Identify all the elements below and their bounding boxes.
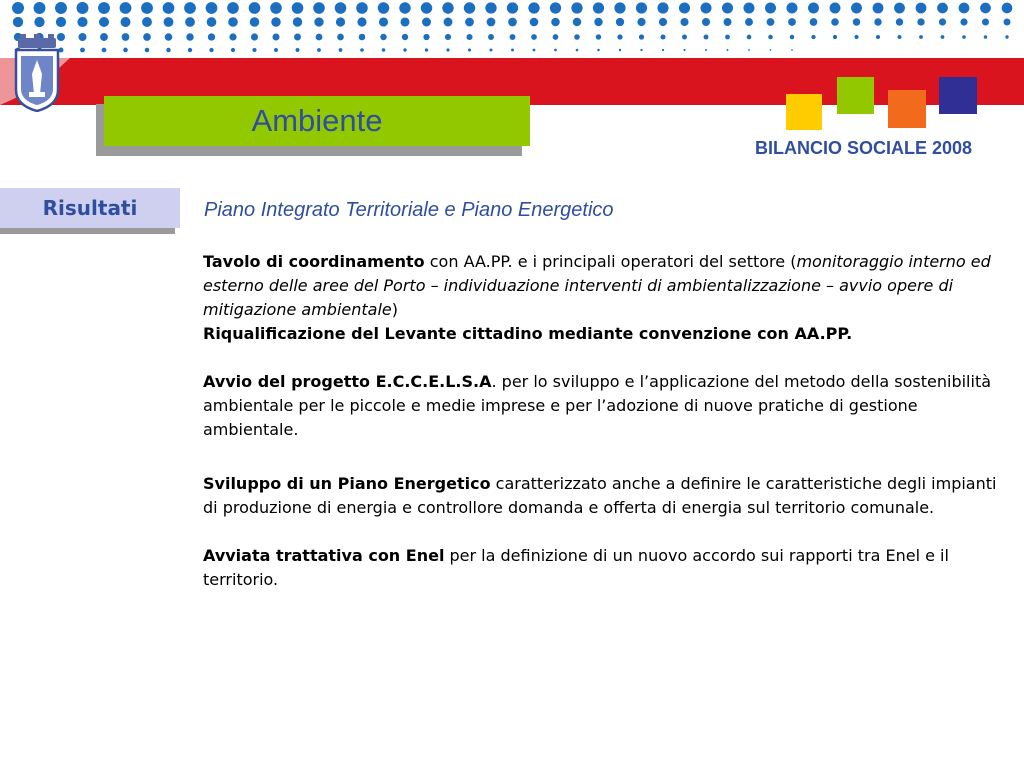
- paragraph-tavolo-text: con AA.PP. e i principali operatori del settore (: [424, 252, 797, 271]
- paragraph-enel-bold: Avviata trattativa con Enel: [203, 546, 445, 565]
- header-dot: [982, 18, 989, 25]
- header-dot: [251, 33, 258, 40]
- header-dot: [77, 2, 89, 14]
- header-dot: [770, 49, 772, 51]
- header-dot: [743, 2, 754, 13]
- header-dot: [468, 48, 471, 51]
- header-dot: [120, 2, 132, 14]
- header-dot: [442, 2, 453, 13]
- header-dot: [617, 34, 622, 39]
- header-dot: [360, 48, 364, 52]
- header-dot: [574, 34, 580, 40]
- header-dot: [700, 2, 711, 13]
- header-dot: [80, 48, 85, 53]
- header-dot: [659, 18, 667, 26]
- header-dot: [490, 49, 493, 52]
- header-dot: [314, 17, 323, 26]
- paragraph-eccelsa-bold: Avvio del progetto E.C.C.E.L.S.A: [203, 372, 492, 391]
- decor-square-green: [837, 77, 874, 114]
- header-dot: [919, 35, 923, 39]
- header-dot: [145, 48, 150, 53]
- header-dot: [765, 3, 776, 14]
- header-dot: [228, 17, 238, 27]
- header-dot: [725, 35, 730, 40]
- header-dot: [874, 18, 881, 25]
- paragraph-tavolo-bold: Tavolo di coordinamento: [203, 252, 425, 271]
- header-dot: [528, 2, 539, 13]
- municipal-crest-icon: [12, 34, 62, 112]
- header-dot: [56, 17, 66, 27]
- header-dot: [121, 17, 131, 27]
- paragraph-enel-text: per la definizione di un nuovo accordo sui rapporti tra Enel e il territorio.: [203, 546, 949, 589]
- header-dot: [274, 48, 278, 52]
- header-dot: [34, 17, 44, 27]
- header-dot: [980, 3, 991, 14]
- header-dot: [614, 2, 625, 13]
- header-dot: [313, 2, 325, 14]
- header-dot: [359, 34, 366, 41]
- header-dot: [854, 35, 858, 39]
- header-dot: [682, 35, 687, 40]
- header-dot: [637, 18, 645, 26]
- header-dot: [250, 17, 260, 27]
- header-dot: [941, 35, 945, 39]
- paragraph-tavolo-close: ): [391, 300, 399, 319]
- header-dot: [662, 49, 664, 51]
- header-dot: [123, 48, 128, 53]
- header-dot: [683, 49, 685, 51]
- header-dot: [99, 17, 109, 27]
- header-dot: [13, 17, 23, 27]
- header-dot: [616, 18, 624, 26]
- header-dot: [876, 35, 880, 39]
- header-dot: [122, 33, 130, 41]
- header-dot: [894, 3, 905, 14]
- header-dot: [790, 35, 794, 39]
- header-dot: [853, 18, 861, 26]
- paragraph-eccelsa: [203, 370, 1015, 442]
- header-dot: [811, 35, 815, 39]
- decor-square-orange: [888, 90, 926, 128]
- header-dot: [12, 2, 24, 14]
- header-dot: [791, 49, 793, 51]
- header-dot: [896, 18, 903, 25]
- header-dot: [316, 34, 323, 41]
- header-dot: [141, 2, 153, 14]
- header-dot: [296, 48, 300, 52]
- header-dot: [550, 2, 561, 13]
- paragraph-eccelsa-text: . per lo sviluppo e l’applicazione del metodo della sostenibilità ambientale per le piccole e medie imprese e per l’adozione di nuove pratiche di gestione ambientale.: [203, 372, 992, 439]
- header-dot: [984, 35, 988, 39]
- header-dot: [100, 33, 108, 41]
- header-dot: [34, 2, 46, 14]
- header-dot: [488, 34, 494, 40]
- header-dot: [466, 34, 472, 40]
- header-dot: [962, 35, 966, 39]
- header-dot: [596, 34, 601, 39]
- header-dot: [209, 48, 213, 52]
- header-dot: [745, 18, 753, 26]
- header-dot: [356, 2, 368, 14]
- header-dot: [464, 2, 475, 13]
- header-dot: [508, 18, 517, 27]
- header-dot: [551, 18, 560, 27]
- header-dot: [98, 2, 110, 14]
- header-dot: [960, 18, 967, 25]
- decor-square-navy: [939, 77, 977, 114]
- header-dot: [487, 18, 496, 27]
- header-dot: [293, 17, 302, 26]
- header-dot: [768, 35, 773, 40]
- header-dot: [937, 3, 948, 14]
- header-dot: [143, 33, 151, 41]
- paragraph-piano-energetico-bold: Sviluppo di un Piano Energetico: [203, 474, 491, 493]
- header-dot: [531, 34, 537, 40]
- header-dot: [530, 18, 539, 27]
- header-dot: [446, 48, 449, 51]
- header-dot: [445, 34, 451, 40]
- header-dot: [705, 49, 707, 51]
- header-dot: [163, 2, 175, 14]
- dotted-header-pattern: [0, 0, 1024, 56]
- header-dot: [640, 49, 642, 51]
- header-dot: [917, 18, 924, 25]
- header-dot: [55, 2, 67, 14]
- header-dot: [336, 17, 345, 26]
- header-dot: [830, 3, 841, 14]
- content-body: [203, 250, 1015, 592]
- paragraph-piano-energetico: [203, 472, 1015, 520]
- header-dot: [660, 34, 665, 39]
- header-dot: [597, 49, 600, 52]
- header-dot: [271, 17, 280, 26]
- header-dot: [727, 49, 729, 51]
- header-dot: [208, 33, 215, 40]
- header-dot: [292, 2, 304, 14]
- header-dot: [379, 17, 388, 26]
- header-dot: [206, 2, 218, 14]
- header-dot: [619, 49, 621, 51]
- content-subtitle: Piano Integrato Territoriale e Piano Energetico: [204, 199, 614, 221]
- header-dot: [423, 34, 429, 40]
- header-dot: [704, 35, 709, 40]
- header-dot: [553, 34, 559, 40]
- header-dot: [229, 33, 236, 40]
- header-dot: [573, 18, 581, 26]
- header-dot: [808, 3, 819, 14]
- header-dot: [400, 17, 409, 26]
- header-dot: [186, 33, 193, 40]
- header-dot: [465, 18, 474, 27]
- header-dot: [959, 3, 970, 14]
- header-dot: [337, 34, 344, 41]
- header-dot: [593, 2, 604, 13]
- header-dot: [898, 35, 902, 39]
- header-dot: [425, 48, 428, 51]
- header-dot: [77, 17, 87, 27]
- header-dot: [227, 2, 239, 14]
- header-dot: [102, 48, 107, 53]
- header-dot: [831, 18, 839, 26]
- decor-square-yellow: [786, 94, 822, 130]
- header-dot: [724, 18, 732, 26]
- header-dot: [317, 48, 321, 52]
- header-dot: [339, 48, 343, 52]
- header-dot: [378, 2, 390, 14]
- header-dot: [510, 34, 516, 40]
- header-dot: [747, 35, 752, 40]
- header-dot: [594, 18, 602, 26]
- header-dot: [636, 2, 647, 13]
- header-dot: [444, 18, 453, 27]
- section-title: Ambiente: [104, 96, 530, 146]
- header-dot: [188, 48, 192, 52]
- header-dot: [294, 34, 301, 41]
- header-dot: [402, 34, 408, 40]
- header-dot: [851, 3, 862, 14]
- header-dot: [533, 49, 536, 52]
- header-dot: [335, 2, 347, 14]
- side-tab-risultati: Risultati: [0, 188, 180, 228]
- header-dot: [788, 18, 796, 26]
- header-dot: [1002, 3, 1013, 14]
- header-dot: [403, 48, 406, 51]
- header-dot: [270, 2, 282, 14]
- header-dot: [357, 17, 366, 26]
- paragraph-enel: [203, 544, 1015, 592]
- header-dot: [810, 18, 818, 26]
- paragraph-riqualificazione-bold: Riqualificazione del Levante cittadino mediante convenzione con AA.PP.: [203, 324, 853, 343]
- header-dot: [748, 49, 750, 51]
- header-dot: [787, 3, 798, 14]
- header-dot: [166, 48, 170, 52]
- header-dot: [1003, 18, 1010, 25]
- header-dot: [164, 17, 174, 27]
- header-dot: [421, 2, 432, 13]
- header-dot: [249, 2, 261, 14]
- header-dot: [422, 18, 431, 27]
- report-title: BILANCIO SOCIALE 2008: [754, 138, 972, 158]
- header-dot: [833, 35, 837, 39]
- header-dot: [165, 33, 173, 41]
- header-dot: [272, 33, 279, 40]
- header-dot: [571, 2, 582, 13]
- header-dot: [1005, 35, 1008, 38]
- header-dot: [680, 18, 688, 26]
- paragraph-riqualificazione: [203, 322, 1015, 346]
- header-dot: [185, 17, 195, 27]
- header-dot: [207, 17, 217, 27]
- header-dot: [511, 49, 514, 52]
- header-dot: [873, 3, 884, 14]
- header-dot: [576, 49, 579, 52]
- paragraph-piano-energetico-text: caratterizzato anche a definire le caratteristiche degli impianti di produzione di energia e controllore domanda e offerta di energia sul territorio comunale.: [203, 474, 997, 517]
- header-dot: [231, 48, 235, 52]
- header-dot: [916, 3, 927, 14]
- paragraph-tavolo-italic: monitoraggio interno ed esterno delle aree del Porto – individuazione interventi di ambientalizzazione – avvio opere di mitigazione ambientale: [203, 252, 991, 319]
- header-dot: [939, 18, 946, 25]
- header-dot: [767, 18, 775, 26]
- header-dot: [722, 2, 733, 13]
- header-dot: [485, 2, 496, 13]
- header-dot: [679, 2, 690, 13]
- header-dot: [252, 48, 256, 52]
- header-dot: [382, 48, 385, 51]
- header-dot: [184, 2, 196, 14]
- header-dot: [639, 34, 644, 39]
- paragraph-tavolo: [203, 250, 1015, 322]
- header-dot: [142, 17, 152, 27]
- header-dot: [657, 2, 668, 13]
- header-dot: [702, 18, 710, 26]
- header-dot: [399, 2, 410, 13]
- header-dot: [507, 2, 518, 13]
- header-dot: [79, 33, 87, 41]
- header-dot: [554, 49, 557, 52]
- header-dot: [380, 34, 387, 41]
